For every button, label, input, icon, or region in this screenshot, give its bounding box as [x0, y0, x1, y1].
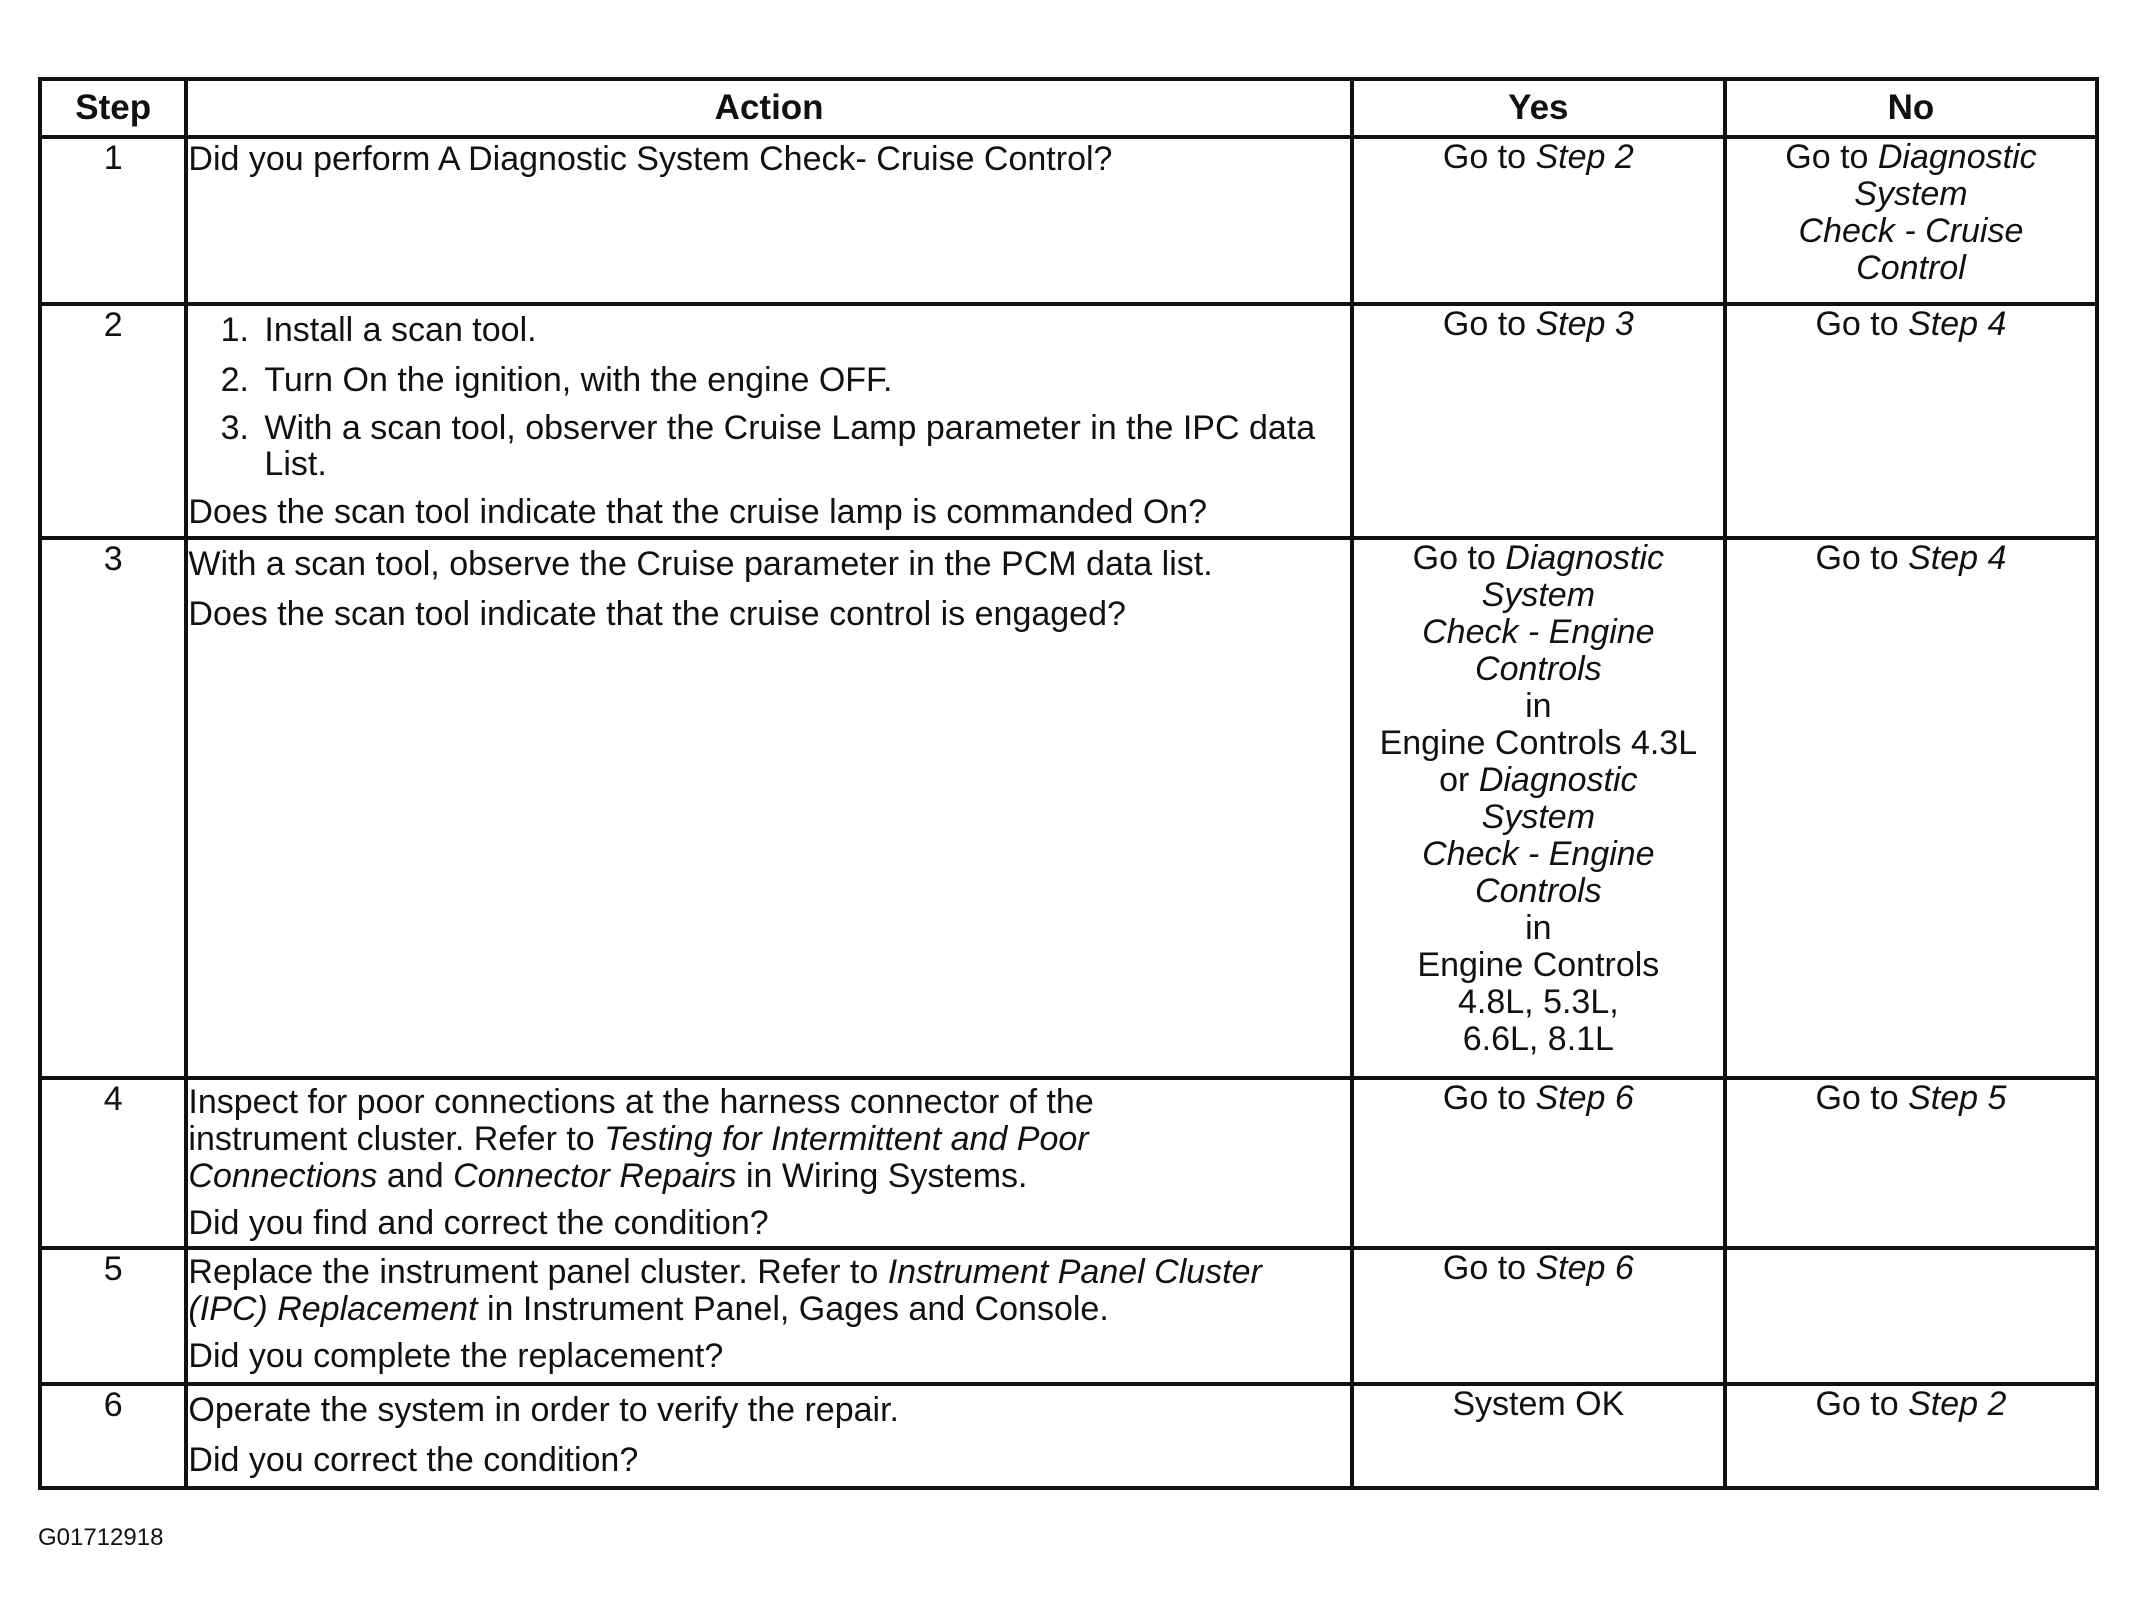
yes-ref: Step 6 — [1535, 1079, 1634, 1117]
action-text-part: Inspect for poor connections at the harness connector of the instrument cluster. Refer to — [188, 1083, 1094, 1158]
action-text: Did you perform A Diagnostic System Check- Cruise Control? — [188, 140, 1113, 178]
yes-text: 6.6L, 8.1L — [1462, 1020, 1614, 1058]
no-ref: Control — [1856, 249, 1966, 287]
yes-prefix: Go to — [1442, 305, 1536, 343]
yes-prefix: Go to — [1442, 1079, 1536, 1117]
yes-ref: Step 2 — [1535, 138, 1634, 176]
table-row — [40, 1248, 2097, 1384]
yes-ref: Step 3 — [1535, 305, 1634, 343]
no-ref: Check - Cruise — [1798, 212, 2024, 250]
yes-text: in — [1525, 687, 1552, 725]
figure-id: G01712918 — [38, 1524, 164, 1551]
action-cell — [186, 538, 1351, 1078]
no-ref: Step 5 — [1908, 1079, 2007, 1117]
yes-cell — [1352, 1384, 1725, 1488]
table-row — [40, 1384, 2097, 1488]
action-text-part: and — [377, 1157, 454, 1195]
header-action: Action — [186, 79, 1351, 137]
no-prefix: Go to — [1815, 305, 1909, 343]
yes-ref: Controls — [1475, 650, 1602, 688]
yes-text: Engine Controls 4.3L — [1379, 724, 1698, 762]
no-prefix: Go to — [1815, 1079, 1909, 1117]
action-question: Does the scan tool indicate that the cruise lamp is commanded On? — [188, 493, 1208, 531]
action-question: Does the scan tool indicate that the cruise control is engaged? — [188, 595, 1126, 633]
action-cell — [186, 1384, 1351, 1488]
action-text-part: in Wiring Systems. — [736, 1157, 1028, 1195]
no-ref: System — [1854, 175, 1968, 213]
step-number: 2 — [40, 304, 186, 538]
action-reference: Testing for Intermittent and Poor Connections — [188, 1120, 1089, 1195]
action-text-part: Replace the instrument panel cluster. Refer to — [188, 1253, 888, 1291]
yes-text: in — [1525, 909, 1552, 947]
no-prefix: Go to — [1785, 138, 1878, 176]
no-ref: Step 4 — [1908, 305, 2007, 343]
no-prefix: Go to — [1815, 539, 1909, 577]
yes-ref: Diagnostic — [1478, 761, 1638, 799]
yes-cell — [1352, 1248, 1725, 1384]
yes-prefix: Go to — [1412, 539, 1506, 577]
action-cell — [186, 1248, 1351, 1384]
yes-ref: Controls — [1475, 872, 1602, 910]
diagnostic-table — [38, 77, 2099, 1490]
action-reference: Connector Repairs — [453, 1157, 737, 1195]
no-cell — [1725, 137, 2097, 304]
table-row — [40, 137, 2097, 304]
action-text: Operate the system in order to verify the repair. — [188, 1391, 899, 1429]
action-cell — [186, 137, 1351, 304]
yes-prefix: or — [1439, 761, 1479, 799]
action-text — [188, 1254, 1349, 1328]
no-cell — [1725, 538, 2097, 1078]
no-cell — [1725, 1248, 2097, 1384]
action-steps — [188, 310, 1349, 482]
yes-cell — [1352, 538, 1725, 1078]
action-question: Did you complete the replacement? — [188, 1337, 724, 1375]
header-yes: Yes — [1352, 79, 1725, 137]
action-step-item: 3. With a scan tool, observer the Cruise Lamp parameter in the IPC data List. — [258, 410, 1349, 482]
header-no: No — [1725, 79, 2097, 137]
no-ref: Step 4 — [1908, 539, 2007, 577]
yes-cell — [1352, 304, 1725, 538]
step-number: 4 — [40, 1078, 186, 1248]
action-step-item: 1. Install a scan tool. — [258, 310, 1349, 350]
no-prefix: Go to — [1815, 1385, 1909, 1423]
yes-prefix: Go to — [1442, 138, 1536, 176]
step-number: 5 — [40, 1248, 186, 1384]
step-number: 6 — [40, 1384, 186, 1488]
yes-cell — [1352, 137, 1725, 304]
yes-text: 4.8L, 5.3L, — [1458, 983, 1619, 1021]
action-text-part: in Instrument Panel, Gages and Console. — [477, 1290, 1109, 1328]
action-text — [188, 1084, 1349, 1195]
header-step: Step — [40, 79, 186, 137]
header-row — [40, 79, 2097, 137]
action-step-item: 2. Turn On the ignition, with the engine OFF. — [258, 360, 1349, 400]
table-row — [40, 538, 2097, 1078]
no-ref: Step 2 — [1908, 1385, 2007, 1423]
step-number: 1 — [40, 137, 186, 304]
yes-ref: Check - Engine — [1422, 835, 1655, 873]
yes-prefix: Go to — [1442, 1249, 1536, 1287]
yes-ref: Step 6 — [1535, 1249, 1634, 1287]
table-row — [40, 304, 2097, 538]
table-row — [40, 1078, 2097, 1248]
step-number: 3 — [40, 538, 186, 1078]
yes-cell — [1352, 1078, 1725, 1248]
yes-ref: Check - Engine — [1422, 613, 1655, 651]
yes-ref: System — [1481, 576, 1596, 614]
yes-ref: System — [1481, 798, 1596, 836]
action-text: With a scan tool, observe the Cruise parameter in the PCM data list. — [188, 545, 1213, 583]
action-reference: Instrument Panel Cluster (IPC) Replacement — [188, 1253, 1262, 1328]
no-cell — [1725, 1384, 2097, 1488]
no-cell — [1725, 1078, 2097, 1248]
action-cell — [186, 304, 1351, 538]
yes-text: System OK — [1452, 1385, 1625, 1423]
action-question: Did you find and correct the condition? — [188, 1204, 769, 1242]
action-cell — [186, 1078, 1351, 1248]
action-question: Did you correct the condition? — [188, 1441, 639, 1479]
no-ref: Diagnostic — [1877, 138, 2037, 176]
no-cell — [1725, 304, 2097, 538]
yes-text: Engine Controls — [1417, 946, 1660, 984]
yes-ref: Diagnostic — [1505, 539, 1665, 577]
